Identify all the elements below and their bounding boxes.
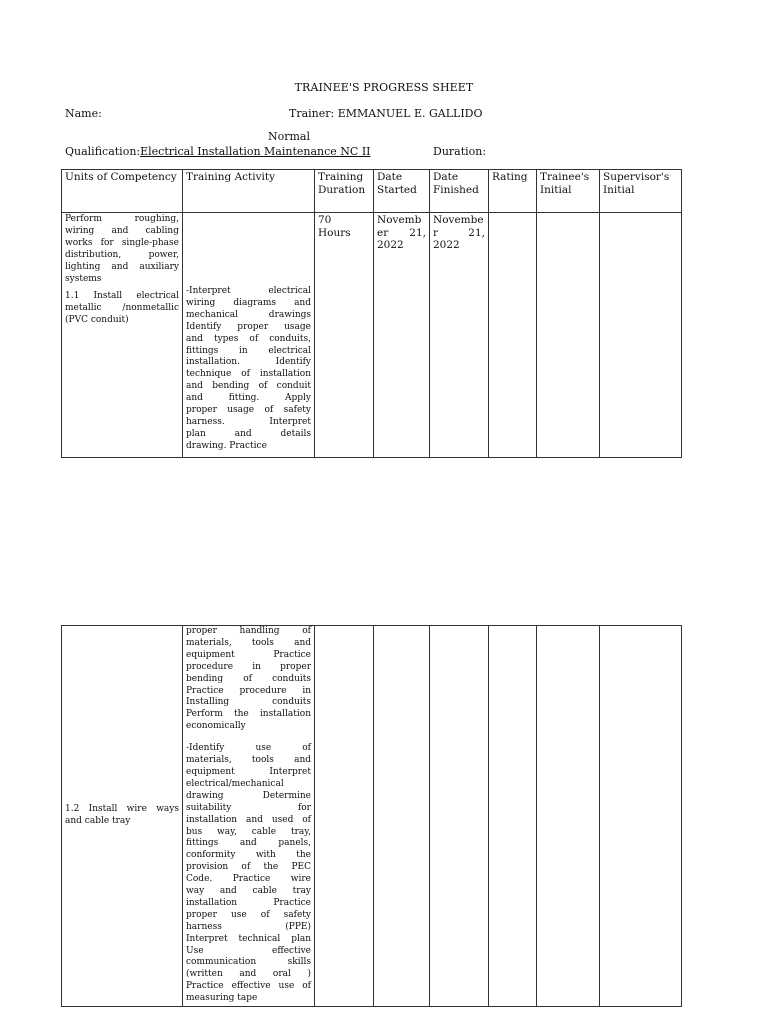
- text-line: proper use of safety: [186, 909, 311, 920]
- text-line: Perform the installation: [186, 709, 311, 720]
- qualification-prefix: Normal: [268, 130, 311, 143]
- training-activity-cell: [183, 213, 315, 458]
- training-activity-cell: [183, 626, 315, 1007]
- text-line: harness. Interpret: [186, 416, 311, 427]
- table-header-row: [62, 170, 682, 213]
- text-line: Interpret technical plan: [186, 933, 311, 944]
- training-duration-value: [318, 214, 370, 239]
- text-line: measuring tape: [186, 993, 258, 1004]
- text-line: 1.2 Install wire ways: [65, 804, 179, 815]
- training-activity-part: [186, 626, 311, 733]
- text-line: harness (PPE): [186, 921, 311, 932]
- text-line: materials, tools and: [186, 755, 311, 766]
- text-line: installation Practice: [186, 897, 311, 908]
- text-line: and fitting. Apply: [186, 393, 311, 404]
- column-header: Training Duration: [315, 170, 374, 213]
- column-header: Supervisor's Initial: [600, 170, 682, 213]
- unit-of-competency-cell: [62, 626, 183, 1007]
- text-line: -Identify use of: [186, 743, 311, 754]
- text-line: wiring and cabling: [65, 225, 179, 236]
- text-line: bus way, cable tray,: [186, 826, 311, 837]
- trainer-label: Trainer:: [289, 107, 335, 120]
- qualification-line: [65, 145, 371, 158]
- unit-sub-item: [65, 804, 179, 828]
- column-header: Training Activity: [183, 170, 315, 213]
- text-line: Identify proper usage: [186, 321, 311, 332]
- text-line: Practice effective use of: [186, 981, 311, 992]
- column-header: Date Started: [374, 170, 430, 213]
- text-line: economically: [186, 721, 246, 732]
- supervisor-initial-cell: [600, 626, 682, 1007]
- text-line: lighting and auxiliary: [65, 261, 179, 272]
- date-finished-cell: [430, 213, 489, 458]
- text-line: conformity with the: [186, 850, 311, 861]
- text-line: Novemb: [377, 214, 422, 226]
- date-started-value: [377, 214, 426, 252]
- text-line: Hours: [318, 226, 351, 239]
- page-title: TRAINEE'S PROGRESS SHEET: [294, 81, 474, 94]
- text-line: r 21,: [433, 226, 485, 239]
- text-line: mechanical drawings: [186, 309, 311, 320]
- text-line: -Interpret electrical: [186, 286, 311, 296]
- text-line: drawing. Practice: [186, 440, 267, 451]
- text-line: wiring diagrams and: [186, 297, 311, 308]
- text-line: proper usage of safety: [186, 405, 311, 416]
- column-header: Date Finished: [430, 170, 489, 213]
- text-line: er 21,: [377, 226, 426, 239]
- text-line: Code. Practice wire: [186, 874, 311, 885]
- name-label: Name:: [65, 107, 102, 120]
- trainer-value: EMMANUEL E. GALLIDO: [337, 107, 483, 120]
- text-line: (PVC conduit): [65, 315, 129, 326]
- text-line: Novembe: [433, 214, 484, 226]
- training-activity-part: [186, 743, 311, 1005]
- trainer-line: [289, 107, 483, 120]
- text-line: procedure in proper: [186, 661, 311, 672]
- column-header: Units of Competency: [62, 170, 183, 213]
- text-line: installation. Identify: [186, 357, 311, 368]
- rating-cell: [489, 213, 537, 458]
- date-finished-value: [433, 214, 485, 252]
- text-line: systems: [65, 273, 102, 284]
- text-line: distribution, power,: [65, 249, 179, 260]
- text-line: installation and used of: [186, 814, 311, 825]
- text-line: way and cable tray: [186, 886, 311, 897]
- text-line: bending of conduits: [186, 673, 311, 684]
- text-line: 1.1 Install electrical: [65, 291, 179, 302]
- unit-sub-item: [65, 291, 179, 327]
- text-line: drawing Determine: [186, 790, 311, 801]
- text-line: metallic /nonmetallic: [65, 303, 179, 314]
- column-header: Trainee's Initial: [537, 170, 600, 213]
- trainee-initial-cell: [537, 213, 600, 458]
- text-line: Installing conduits: [186, 697, 311, 708]
- qualification-value: Electrical Installation Maintenance NC II: [140, 145, 371, 158]
- unit-of-competency-cell: [62, 213, 183, 458]
- text-line: and types of conduits,: [186, 333, 311, 344]
- supervisor-initial-cell: [600, 213, 682, 458]
- text-line: equipment Practice: [186, 649, 311, 660]
- unit-title: [65, 214, 179, 285]
- table-row: [62, 213, 682, 458]
- text-line: and bending of conduit: [186, 381, 311, 392]
- date-started-cell: [374, 213, 430, 458]
- date-started-cell: [374, 626, 430, 1007]
- text-line: and cable tray: [65, 816, 131, 827]
- table-row: [62, 626, 682, 1007]
- duration-label: Duration:: [433, 145, 487, 158]
- text-line: electrical/mechanical: [186, 778, 284, 789]
- text-line: provision of the PEC: [186, 862, 311, 873]
- text-line: 2022: [433, 239, 460, 251]
- text-line: 2022: [377, 239, 404, 251]
- text-line: (written and oral ): [186, 969, 311, 980]
- text-line: Perform roughing,: [65, 214, 179, 224]
- text-line: technique of installation: [186, 369, 311, 380]
- date-finished-cell: [430, 626, 489, 1007]
- text-line: equipment Interpret: [186, 766, 311, 777]
- text-line: materials, tools and: [186, 637, 311, 648]
- text-line: proper handling of: [186, 626, 311, 636]
- text-line: works for single-phase: [65, 237, 179, 248]
- training-duration-cell: [315, 626, 374, 1007]
- qualification-label: Qualification:: [65, 145, 141, 158]
- trainee-initial-cell: [537, 626, 600, 1007]
- text-line: Practice procedure in: [186, 685, 311, 696]
- rating-cell: [489, 626, 537, 1007]
- text-line: fittings and panels,: [186, 838, 311, 849]
- text-line: 70: [318, 214, 332, 226]
- text-line: Use effective: [186, 945, 311, 956]
- training-duration-cell: [315, 213, 374, 458]
- progress-table-continued: [61, 625, 682, 1007]
- text-line: suitability for: [186, 802, 311, 813]
- text-line: communication skills: [186, 957, 311, 968]
- progress-table: [61, 169, 682, 458]
- text-line: plan and details: [186, 428, 311, 439]
- text-line: fittings in electrical: [186, 345, 311, 356]
- column-header: Rating: [489, 170, 537, 213]
